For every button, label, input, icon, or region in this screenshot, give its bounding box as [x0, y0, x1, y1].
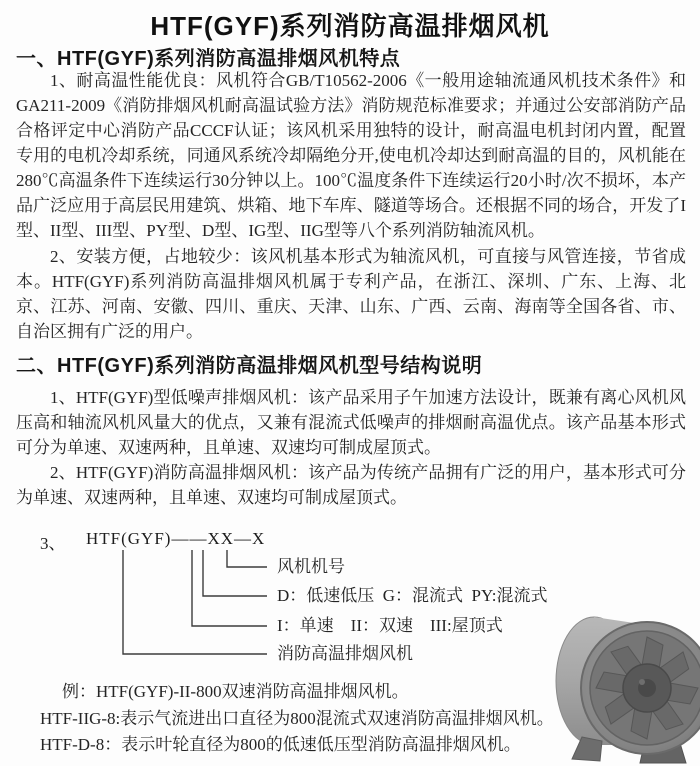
- model-item-number: 3、: [40, 534, 66, 553]
- example-line-2: HTF-IIG-8:表示气流进出口直径为800混流式双速消防高温排烟风机。: [40, 709, 554, 728]
- example-line-1: 例：HTF(GYF)-II-800双速消防高温排烟风机。: [62, 682, 409, 701]
- section1-paragraph-1: 1、耐高温性能优良：风机符合GB/T10562-2006《一般用途轴流通风机技术条件》和GA211-2009《消防排烟风机耐高温试验方法》消防规范标准要求；并通过公安部消防产品合格评定中心消防产品CCCF认证；该风机采用独特的设计，耐高温电机封闭内置，配置专用的电机冷却系统，同通风系统冷却隔绝分开,使电机冷却达到耐高温的目的，风机能在280℃高温条件下连续运行30分钟以上。100℃温度条件下连续运行20小时/次不损坏，本产品广泛应用于高层民用建筑、烘箱、地下车库、隧道等场合。还根据不同的场合，开发了I型、II型、III型、PY型、D型、IG型、IIG型等八个系列消防轴流风机。: [16, 71, 686, 240]
- section1-heading: 一、HTF(GYF)系列消防高温排烟风机特点: [16, 48, 401, 70]
- section2-paragraph-1: 1、HTF(GYF)型低噪声排烟风机：该产品采用子午加速方法设计，既兼有离心风机风压高和轴流风机风量大的优点，又兼有混流式低噪声的排烟耐高温优点。该产品基本形式可分为单速、双速两种，且单速、双速均可制成屋顶式。: [16, 388, 686, 457]
- model-label-type-code: D：低速低压 G：混流式 PY:混流式: [277, 586, 548, 605]
- axial-fan-illustration: [552, 593, 700, 766]
- page-title: HTF(GYF)系列消防高温排烟风机: [150, 11, 550, 41]
- model-label-speed-code: I：单速 II：双速 III:屋顶式: [277, 616, 503, 635]
- section2-heading: 二、HTF(GYF)系列消防高温排烟风机型号结构说明: [16, 355, 483, 377]
- model-label-product-name: 消防高温排烟风机: [277, 644, 413, 663]
- example-line-3: HTF-D-8：表示叶轮直径为800的低速低压型消防高温排烟风机。: [40, 735, 521, 754]
- section1-paragraph-2: 2、安装方便，占地较少：该风机基本形式为轴流风机，可直接与风管连接，节省成本。HTF(GYF)系列消防高温排烟风机属于专利产品，在浙江、深圳、广东、上海、北京、江苏、河南、安徽、四川、重庆、天津、山东、广西、云南、海南等全国各省、市、自治区拥有广泛的用户。: [16, 247, 686, 341]
- model-label-fan-size: 风机机号: [277, 557, 345, 576]
- model-formula: HTF(GYF)——XX—X: [86, 529, 266, 548]
- section2-paragraph-2: 2、HTF(GYF)消防高温排烟风机：该产品为传统产品拥有广泛的用户，基本形式可分为单速、双速两种，且单速、双速均可制成屋顶式。: [16, 463, 686, 507]
- fan-product-photo: [552, 593, 700, 766]
